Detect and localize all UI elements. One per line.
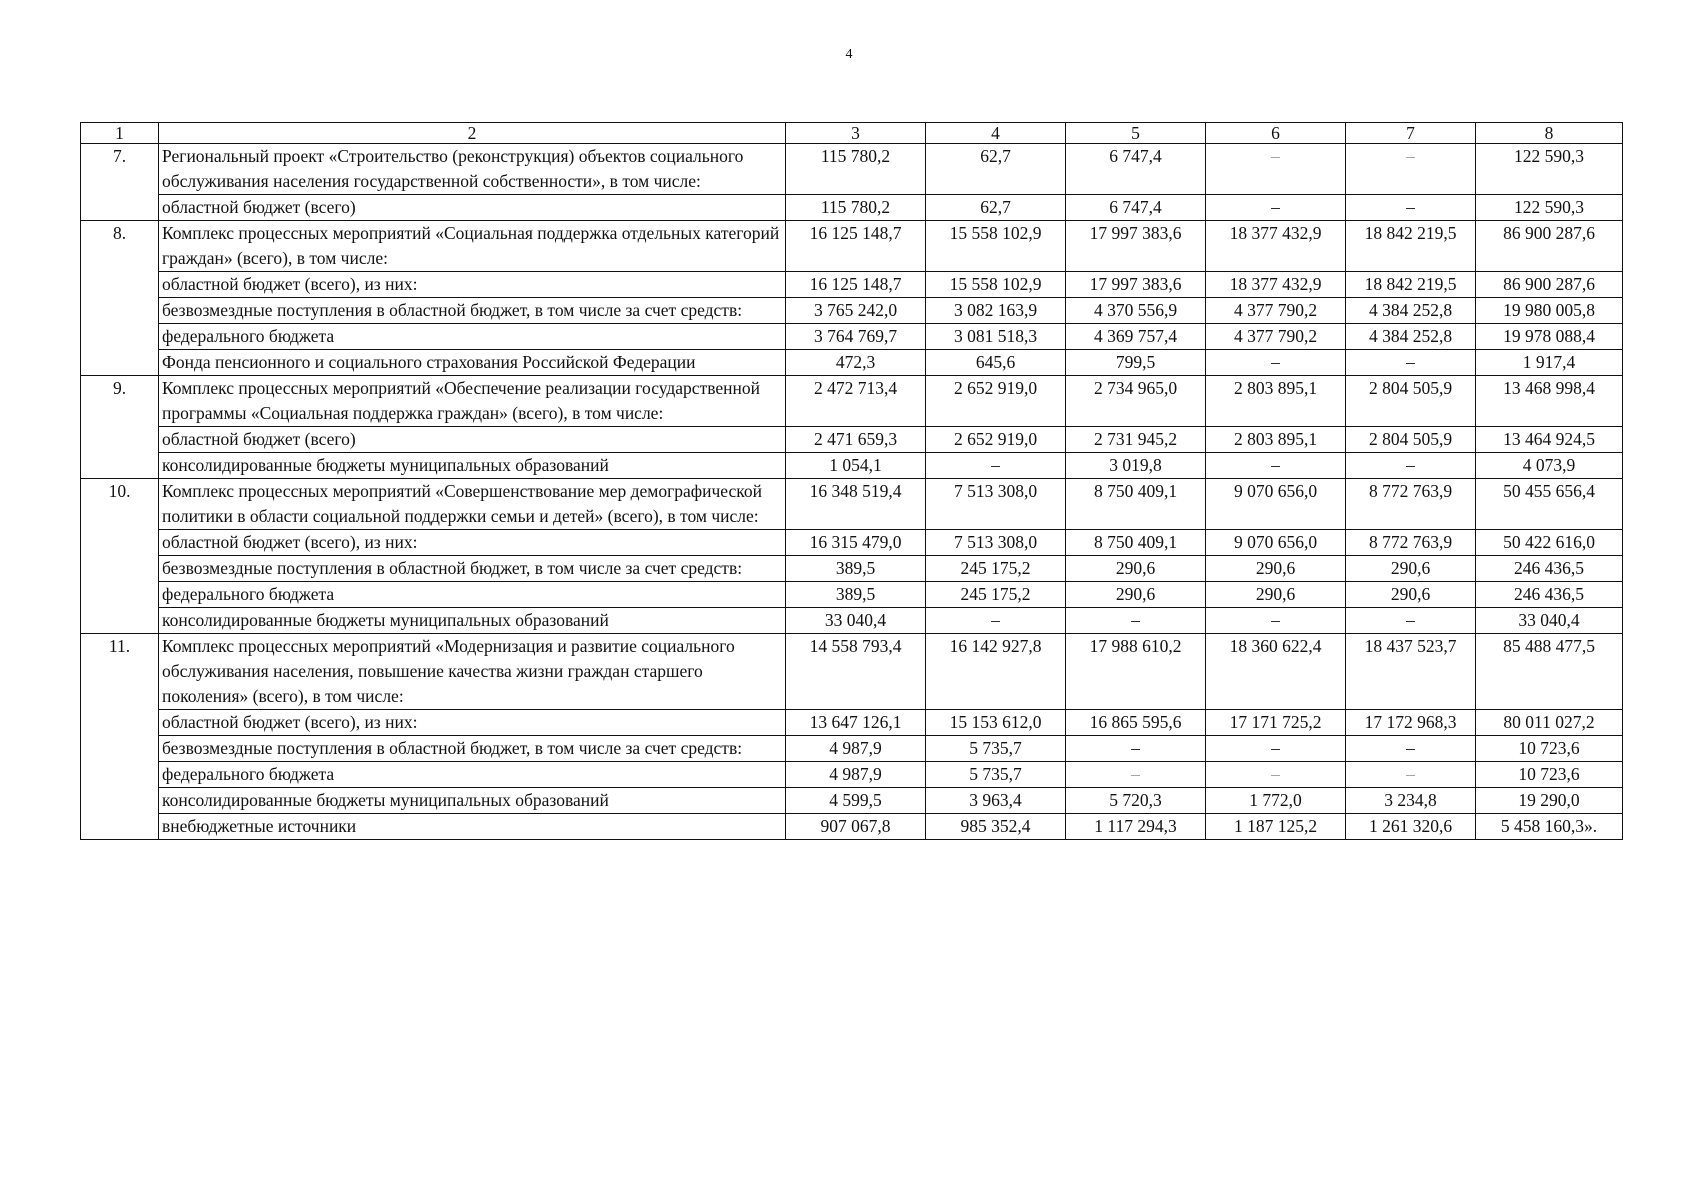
header-cell: 6 [1206,123,1346,144]
row-label: областной бюджет (всего) [159,195,786,221]
section-title: Комплекс процессных мероприятий «Совершенствование мер демографической политики в области социальной поддержки семьи и детей» (всего), в том числе: [159,479,786,530]
value-cell: 17 172 968,3 [1346,710,1476,736]
value-cell: 15 153 612,0 [926,710,1066,736]
value-cell: 19 978 088,4 [1476,324,1623,350]
section-index: 7. [81,144,159,221]
value-cell: 246 436,5 [1476,556,1623,582]
row-label: безвозмездные поступления в областной бюджет, в том числе за счет средств: [159,556,786,582]
value-cell: – [1346,453,1476,479]
page-number: 4 [845,47,853,62]
value-cell: 7 513 308,0 [926,479,1066,530]
row-label: Фонда пенсионного и социального страхования Российской Федерации [159,350,786,376]
value-cell: 16 142 927,8 [926,634,1066,710]
value-cell: – [1346,736,1476,762]
table-row [81,272,1623,298]
row-label: консолидированные бюджеты муниципальных образований [159,608,786,634]
value-cell: – [1066,608,1206,634]
section-row [81,221,1623,272]
value-cell: 907 067,8 [786,814,926,840]
value-cell: 5 720,3 [1066,788,1206,814]
value-cell: – [926,608,1066,634]
value-cell: 3 019,8 [1066,453,1206,479]
value-cell: 50 455 656,4 [1476,479,1623,530]
table-row [81,736,1623,762]
value-cell: – [1206,762,1346,788]
table-row [81,582,1623,608]
header-cell: 4 [926,123,1066,144]
value-cell: 10 723,6 [1476,736,1623,762]
value-cell: 6 747,4 [1066,144,1206,195]
section-row [81,144,1623,195]
value-cell: 2 731 945,2 [1066,427,1206,453]
value-cell: 1 187 125,2 [1206,814,1346,840]
value-cell: 4 384 252,8 [1346,298,1476,324]
value-cell: – [1066,762,1206,788]
value-cell: 2 652 919,0 [926,376,1066,427]
row-label: безвозмездные поступления в областной бюджет, в том числе за счет средств: [159,298,786,324]
table-row [81,788,1623,814]
value-cell: 2 803 895,1 [1206,427,1346,453]
section-index: 8. [81,221,159,376]
value-cell: 2 804 505,9 [1346,376,1476,427]
value-cell: 13 464 924,5 [1476,427,1623,453]
section-title: Комплекс процессных мероприятий «Обеспечение реализации государственной программы «Социальная поддержка граждан» (всего), в том числе: [159,376,786,427]
value-cell: – [1206,608,1346,634]
table-row [81,427,1623,453]
value-cell: 7 513 308,0 [926,530,1066,556]
value-cell: 4 599,5 [786,788,926,814]
value-cell: – [1066,736,1206,762]
value-cell: 1 117 294,3 [1066,814,1206,840]
value-cell: 799,5 [1066,350,1206,376]
value-cell: 3 764 769,7 [786,324,926,350]
value-cell: – [1346,144,1476,195]
value-cell: 80 011 027,2 [1476,710,1623,736]
value-cell: – [1206,736,1346,762]
value-cell: 15 558 102,9 [926,272,1066,298]
value-cell: 9 070 656,0 [1206,479,1346,530]
value-cell: 290,6 [1206,582,1346,608]
value-cell: 5 458 160,3». [1476,814,1623,840]
value-cell: 3 963,4 [926,788,1066,814]
row-label: федерального бюджета [159,762,786,788]
value-cell: 3 081 518,3 [926,324,1066,350]
value-cell: 645,6 [926,350,1066,376]
table-row [81,710,1623,736]
value-cell: 17 997 383,6 [1066,272,1206,298]
value-cell: 1 772,0 [1206,788,1346,814]
value-cell: 985 352,4 [926,814,1066,840]
section-index: 10. [81,479,159,634]
section-row [81,479,1623,530]
value-cell: 290,6 [1066,556,1206,582]
header-row [81,123,1623,144]
value-cell: 17 997 383,6 [1066,221,1206,272]
value-cell: – [1206,350,1346,376]
table-row [81,530,1623,556]
value-cell: 62,7 [926,144,1066,195]
value-cell: 2 804 505,9 [1346,427,1476,453]
row-label: областной бюджет (всего), из них: [159,710,786,736]
header-cell: 1 [81,123,159,144]
value-cell: 10 723,6 [1476,762,1623,788]
header-cell: 3 [786,123,926,144]
value-cell: 4 987,9 [786,736,926,762]
value-cell: – [1346,350,1476,376]
value-cell: 15 558 102,9 [926,221,1066,272]
value-cell: – [1346,195,1476,221]
value-cell: 18 377 432,9 [1206,272,1346,298]
value-cell: 122 590,3 [1476,144,1623,195]
row-label: федерального бюджета [159,324,786,350]
value-cell: 2 472 713,4 [786,376,926,427]
value-cell: 389,5 [786,582,926,608]
row-label: федерального бюджета [159,582,786,608]
value-cell: 13 468 998,4 [1476,376,1623,427]
row-label: областной бюджет (всего), из них: [159,272,786,298]
value-cell: 4 369 757,4 [1066,324,1206,350]
value-cell: 1 054,1 [786,453,926,479]
value-cell: 115 780,2 [786,195,926,221]
value-cell: 2 803 895,1 [1206,376,1346,427]
header-cell: 5 [1066,123,1206,144]
value-cell: 1 917,4 [1476,350,1623,376]
value-cell: 472,3 [786,350,926,376]
value-cell: 50 422 616,0 [1476,530,1623,556]
table-row [81,324,1623,350]
section-title: Региональный проект «Строительство (реконструкция) объектов социального обслуживания населения государственной собственности», в том числе: [159,144,786,195]
value-cell: 16 125 148,7 [786,272,926,298]
value-cell: – [1346,762,1476,788]
table-row [81,350,1623,376]
header-cell: 2 [159,123,786,144]
table-row [81,762,1623,788]
budget-table [80,122,1623,840]
value-cell: 245 175,2 [926,556,1066,582]
value-cell: 5 735,7 [926,762,1066,788]
value-cell: 9 070 656,0 [1206,530,1346,556]
value-cell: 17 988 610,2 [1066,634,1206,710]
value-cell: 18 842 219,5 [1346,272,1476,298]
value-cell: 13 647 126,1 [786,710,926,736]
section-title: Комплекс процессных мероприятий «Модернизация и развитие социального обслуживания населения, повышение качества жизни граждан старшего поколения» (всего), в том числе: [159,634,786,710]
value-cell: 8 772 763,9 [1346,530,1476,556]
row-label: консолидированные бюджеты муниципальных образований [159,788,786,814]
value-cell: – [1206,453,1346,479]
section-title: Комплекс процессных мероприятий «Социальная поддержка отдельных категорий граждан» (всего), в том числе: [159,221,786,272]
value-cell: 4 987,9 [786,762,926,788]
row-label: областной бюджет (всего) [159,427,786,453]
table-row [81,195,1623,221]
value-cell: 16 125 148,7 [786,221,926,272]
value-cell: 245 175,2 [926,582,1066,608]
value-cell: 85 488 477,5 [1476,634,1623,710]
row-label: консолидированные бюджеты муниципальных образований [159,453,786,479]
value-cell: 8 750 409,1 [1066,479,1206,530]
table-row [81,814,1623,840]
value-cell: 3 082 163,9 [926,298,1066,324]
value-cell: 16 348 519,4 [786,479,926,530]
value-cell: 33 040,4 [786,608,926,634]
row-label: безвозмездные поступления в областной бюджет, в том числе за счет средств: [159,736,786,762]
value-cell: 18 842 219,5 [1346,221,1476,272]
value-cell: 290,6 [1066,582,1206,608]
value-cell: 86 900 287,6 [1476,221,1623,272]
value-cell: – [1346,608,1476,634]
value-cell: 8 750 409,1 [1066,530,1206,556]
value-cell: 86 900 287,6 [1476,272,1623,298]
value-cell: 19 980 005,8 [1476,298,1623,324]
table-row [81,556,1623,582]
value-cell: 8 772 763,9 [1346,479,1476,530]
value-cell: 18 377 432,9 [1206,221,1346,272]
value-cell: 19 290,0 [1476,788,1623,814]
section-row [81,376,1623,427]
section-index: 11. [81,634,159,840]
value-cell: 62,7 [926,195,1066,221]
row-label: внебюджетные источники [159,814,786,840]
value-cell: 18 360 622,4 [1206,634,1346,710]
value-cell: 246 436,5 [1476,582,1623,608]
value-cell: 2 734 965,0 [1066,376,1206,427]
section-row [81,634,1623,710]
value-cell: 290,6 [1206,556,1346,582]
value-cell: 17 171 725,2 [1206,710,1346,736]
value-cell: 16 865 595,6 [1066,710,1206,736]
value-cell: 4 073,9 [1476,453,1623,479]
value-cell: 2 471 659,3 [786,427,926,453]
value-cell: 3 234,8 [1346,788,1476,814]
value-cell: – [1206,195,1346,221]
table-row [81,453,1623,479]
value-cell: 33 040,4 [1476,608,1623,634]
value-cell: 290,6 [1346,556,1476,582]
value-cell: 14 558 793,4 [786,634,926,710]
value-cell: 2 652 919,0 [926,427,1066,453]
header-cell: 8 [1476,123,1623,144]
value-cell: – [1206,144,1346,195]
value-cell: 290,6 [1346,582,1476,608]
value-cell: 5 735,7 [926,736,1066,762]
header-cell: 7 [1346,123,1476,144]
value-cell: 3 765 242,0 [786,298,926,324]
value-cell: 16 315 479,0 [786,530,926,556]
value-cell: 389,5 [786,556,926,582]
table-row [81,298,1623,324]
value-cell: 4 384 252,8 [1346,324,1476,350]
row-label: областной бюджет (всего), из них: [159,530,786,556]
value-cell: 4 377 790,2 [1206,298,1346,324]
value-cell: – [926,453,1066,479]
value-cell: 18 437 523,7 [1346,634,1476,710]
value-cell: 4 377 790,2 [1206,324,1346,350]
value-cell: 115 780,2 [786,144,926,195]
table-row [81,608,1623,634]
value-cell: 1 261 320,6 [1346,814,1476,840]
value-cell: 4 370 556,9 [1066,298,1206,324]
section-index: 9. [81,376,159,479]
value-cell: 6 747,4 [1066,195,1206,221]
value-cell: 122 590,3 [1476,195,1623,221]
